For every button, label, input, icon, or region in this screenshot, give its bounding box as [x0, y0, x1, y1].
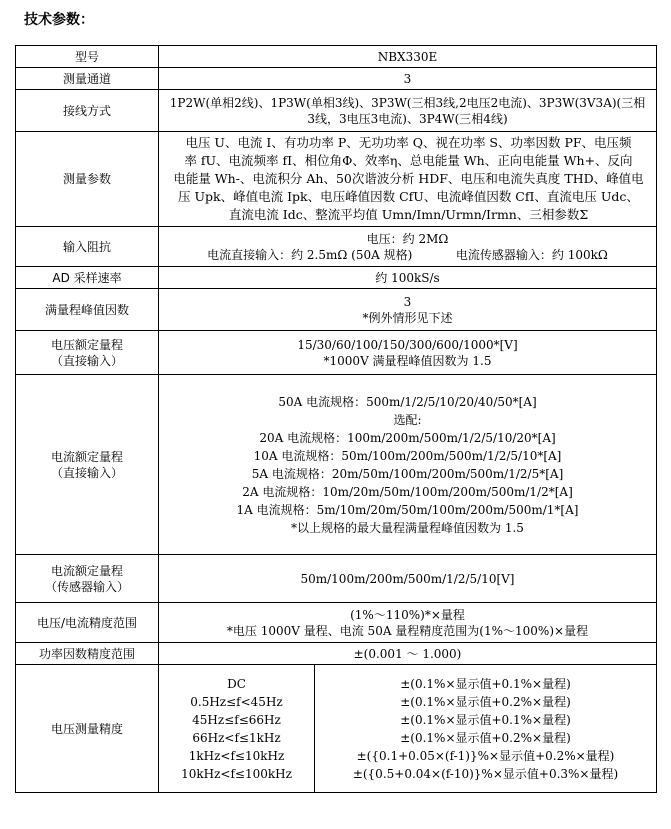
accuracy-value: ±(0.1%×显示值+0.1%×量程) — [400, 676, 571, 691]
irange-line: 5A 电流规格：20m/50m/100m/200m/500m/1/2/5*[A] — [251, 466, 564, 481]
v-accuracy-freqs — [159, 665, 315, 793]
freq-range: 10kHz<f≤100kHz — [181, 766, 292, 781]
srange-label-line: （传感器输入） — [44, 579, 129, 594]
accuracy-value: ±({0.1+0.05×(f-1)}%×显示值+0.2%×量程) — [356, 748, 615, 763]
impedance-voltage: 电压：约 2MΩ — [366, 231, 449, 246]
crest-line: 3 — [403, 294, 412, 309]
impedance-value — [159, 227, 657, 267]
accuracy-range-note: *电压 1000V 量程、电流 50A 量程精度范围为(1%～100%)×量程 — [226, 623, 589, 638]
freq-range: 0.5Hz≤f<45Hz — [190, 694, 283, 709]
accuracy-value: ±({0.5+0.04×(f-10)}%×显示值+0.3%×量程) — [352, 766, 619, 781]
model-value: NBX330E — [159, 46, 657, 68]
row-label-ad: AD 采样速率 — [16, 267, 159, 289]
table-row — [16, 603, 657, 643]
accuracy-value: ±(0.1%×显示值+0.2%×量程) — [400, 730, 571, 745]
table-row — [16, 375, 657, 555]
irange-line: 50A 电流规格：500m/1/2/5/10/20/40/50*[A] — [278, 394, 537, 409]
params-line: 率 fU、电流频率 fI、相位角Φ、效率η、总电能量 Wh、正向电能量 Wh+、反向 — [184, 153, 633, 168]
freq-range: 66Hz<f≤1kHz — [192, 730, 281, 745]
table-row — [16, 643, 657, 665]
wiring-value — [159, 90, 657, 132]
v-accuracy-values — [315, 665, 657, 793]
table-row — [16, 227, 657, 267]
accuracy-value: ±(0.1%×显示值+0.1%×量程) — [400, 712, 571, 727]
irange-line: *以上规格的最大量程满量程峰值因数为 1.5 — [291, 520, 524, 535]
row-label-v-accuracy: 电压测量精度 — [16, 665, 159, 793]
params-value — [159, 132, 657, 227]
table-row — [16, 331, 657, 375]
irange-line: 20A 电流规格：100m/200m/500m/1/2/5/10/20*[A] — [259, 430, 556, 445]
table-row — [16, 68, 657, 90]
row-label-pf-range: 功率因数精度范围 — [16, 643, 159, 665]
ad-value: 约 100kS/s — [159, 267, 657, 289]
pf-range-value: ±(0.001 ～ 1.000) — [159, 643, 657, 665]
vrange-value — [159, 331, 657, 375]
accuracy-range-value — [159, 603, 657, 643]
row-label-srange — [16, 555, 159, 603]
freq-range: 1kHz<f≤10kHz — [188, 748, 285, 763]
row-label-model: 型号 — [16, 46, 159, 68]
table-row — [16, 267, 657, 289]
row-label-crest: 满量程峰值因数 — [16, 289, 159, 331]
section-heading: 技术参数： — [24, 12, 94, 28]
crest-note: *例外情形见下述 — [362, 310, 453, 325]
accuracy-value: ±(0.1%×显示值+0.2%×量程) — [400, 694, 571, 709]
impedance-direct: 电流直接输入：约 2.5mΩ (50A 规格) — [207, 247, 413, 262]
irange-line: 10A 电流规格：50m/100m/200m/500m/1/2/5/10*[A] — [253, 448, 562, 463]
vrange-line: 15/30/60/100/150/300/600/1000*[V] — [297, 337, 518, 352]
vrange-note: *1000V 满量程峰值因数为 1.5 — [323, 353, 492, 368]
srange-value: 50m/100m/200m/500m/1/2/5/10[V] — [159, 555, 657, 603]
irange-label-line: （直接输入） — [50, 465, 123, 480]
row-label-impedance: 输入阻抗 — [16, 227, 159, 267]
impedance-sensor: 电流传感器输入：约 100kΩ — [455, 247, 608, 262]
table-row — [16, 46, 657, 68]
crest-value — [159, 289, 657, 331]
params-line: 直流电流 Idc、整流平均值 Umn/Imn/Urmn/Irmn、三相参数Σ — [228, 207, 589, 222]
row-label-irange — [16, 375, 159, 555]
params-line: 电压 U、电流 I、有功功率 P、无功功率 Q、视在功率 S、功率因数 PF、电压频 — [185, 135, 632, 150]
table-row — [16, 132, 657, 227]
irange-line: 2A 电流规格：10m/20m/50m/100m/200m/500m/1/2*[A] — [242, 484, 573, 499]
channels-value: 3 — [159, 68, 657, 90]
freq-range: DC — [227, 676, 246, 691]
impedance-current — [162, 247, 653, 263]
wiring-text: 1P2W(单相2线)、1P3W(单相3线)、3P3W(三相3线,2电压2电流)、3P3W(3V3A)(三相3线，3电压3电流)、3P4W(三相4线) — [169, 95, 646, 126]
vrange-label-line: （直接输入） — [50, 353, 123, 368]
table-row — [16, 665, 657, 793]
params-line: 压 Upk、峰值电流 Ipk、电压峰值因数 CfU、电流峰值因数 CfI、直流电压 Udc、 — [178, 189, 639, 204]
irange-line: 1A 电流规格：5m/10m/20m/50m/100m/200m/500m/1*[A] — [236, 502, 579, 517]
params-line: 电能量 Wh-、电流积分 Ah、50次谐波分析 HDF、电压和电流失真度 THD、峰值电 — [173, 171, 644, 186]
row-label-accuracy-range: 电压/电流精度范围 — [16, 603, 159, 643]
table-row — [16, 289, 657, 331]
irange-label-line: 电流额定量程 — [50, 449, 123, 464]
accuracy-range-line: (1%～110%)*×量程 — [350, 607, 465, 622]
row-label-params: 测量参数 — [16, 132, 159, 227]
spec-table — [15, 45, 657, 793]
row-label-channels: 测量通道 — [16, 68, 159, 90]
srange-label-line: 电流额定量程 — [50, 563, 123, 578]
irange-line: 选配: — [393, 412, 422, 427]
row-label-vrange — [16, 331, 159, 375]
freq-range: 45Hz≤f≤66Hz — [192, 712, 281, 727]
irange-value — [159, 375, 657, 555]
table-row — [16, 90, 657, 132]
row-label-wiring: 接线方式 — [16, 90, 159, 132]
table-row — [16, 555, 657, 603]
vrange-label-line: 电压额定量程 — [50, 337, 123, 352]
